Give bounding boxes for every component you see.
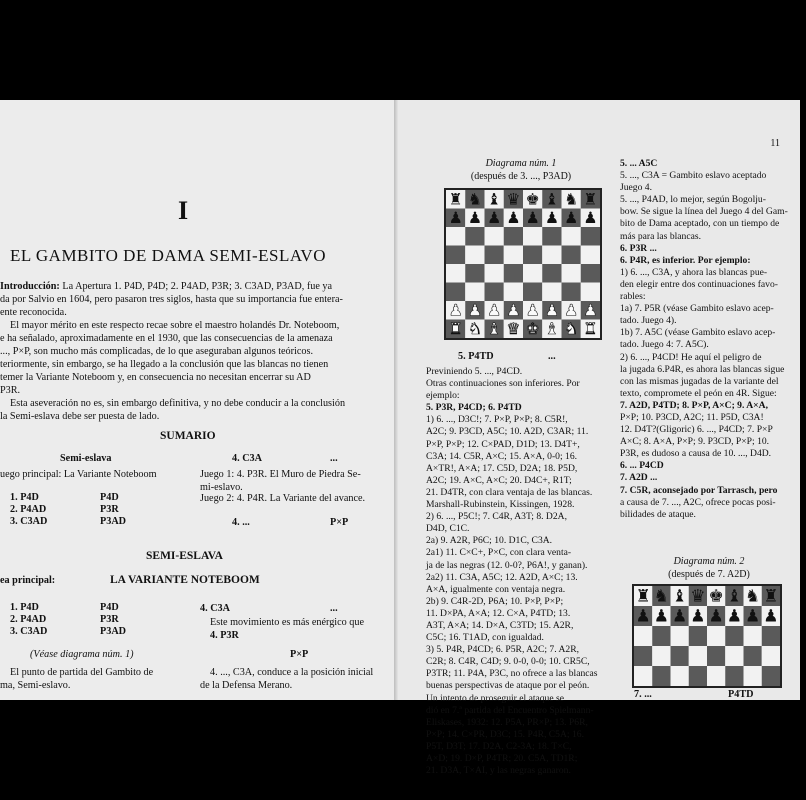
board-square — [542, 246, 561, 265]
board-square — [652, 666, 670, 686]
intro-line: temer la Variante Noteboom y, en consecuencia no necesitan encerrar su AD — [0, 372, 311, 383]
analysis-line: A×D; 19. D×P, P4TR; 20. C5A, TD1R; — [426, 753, 578, 764]
chess-piece-icon: ♝ — [544, 318, 559, 338]
chess-piece-icon: ♞ — [564, 189, 579, 209]
sumario-moves — [10, 492, 47, 528]
board-square — [446, 264, 465, 283]
board-square — [581, 264, 600, 283]
board-square — [652, 646, 670, 666]
chess-piece-icon: ♟ — [745, 606, 761, 627]
board-square — [465, 283, 484, 302]
left-page — [0, 100, 398, 700]
analysis-line: D4D, C1C. — [426, 523, 470, 535]
analysis-line: ejemplo: — [426, 390, 460, 402]
diagram-2-caption: Diagrama núm. 2 — [673, 556, 745, 567]
diagram-1-dots: ... — [548, 351, 556, 362]
analysis-line: 1b) 7. A5C (véase Gambito eslavo acep- — [620, 327, 776, 339]
analysis-line: la jugada 6.P4R, es ahora las blancas sigue — [620, 363, 785, 375]
right-page — [398, 100, 800, 777]
analysis-line: 21. D4TR, con clara ventaja de las blancas. — [426, 486, 593, 498]
board-square — [562, 227, 581, 246]
intro-paragraph — [0, 280, 345, 423]
board-square — [744, 626, 762, 646]
board-square — [707, 666, 725, 686]
analysis-line: 2a1) 11. C×C+, P×C, con clara venta- — [426, 547, 572, 559]
analysis-line: A×C; 8. A×A, P×P; 9. P3CD, P×P; 10. — [620, 436, 770, 448]
chess-piece-icon: ♟ — [448, 300, 463, 320]
chess-piece-icon: ♟ — [544, 300, 559, 320]
board-square — [465, 264, 484, 283]
move-number: 3. — [10, 516, 18, 527]
analysis-line: 1) 6. ..., D3C!; 7. P×P, P×P; 8. C5R!, — [426, 414, 568, 426]
board-square — [485, 283, 504, 302]
board-square — [652, 626, 670, 646]
vease-diagram: (Véase diagrama núm. 1) — [30, 649, 134, 660]
chess-piece-icon: ♚ — [708, 586, 724, 607]
analysis-line: dió en 7.ª partida del Encuentro Spielmann- — [426, 704, 594, 716]
chess-piece-icon: ♞ — [564, 318, 579, 338]
black-move: P3R — [100, 504, 119, 515]
analysis-line: P5T, D3T; 17. D2A, C2-3A; 18. T×C, — [426, 740, 572, 752]
analysis-line: 6. P3R ... — [620, 242, 657, 254]
analysis-line: 2) 6. ..., P5C!; 7. C4R, A3T; 8. D2A, — [426, 511, 567, 523]
board-square — [542, 227, 561, 246]
black-move: P3R — [100, 614, 119, 625]
analysis-line: C5C; 16. T1AD, con igualdad. — [426, 632, 544, 644]
analysis-line: bito de Dama aceptado, con un tiempo de — [620, 218, 780, 230]
analysis-line: P×P, P×P; 12. C×PAD, D1D; 13. D4T+, — [426, 438, 580, 450]
analysis-line: Previniendo 5. ..., P4CD. — [426, 366, 523, 377]
chapter-title: EL GAMBITO DE DAMA SEMI-ESLAVO — [10, 246, 326, 265]
chess-piece-icon: ♟ — [506, 207, 521, 227]
diagram-2-reply: P4TD — [728, 689, 754, 700]
chess-piece-icon: ♟ — [448, 207, 463, 227]
chess-board-diagram-1 — [444, 188, 602, 340]
juego-1-line: Juego 1: 4. P3R. El Muro de Piedra Se- — [200, 469, 361, 480]
sumario-move-4: 4. C3A — [232, 453, 262, 464]
chess-piece-icon: ♞ — [467, 189, 482, 209]
analysis-line: 6. P4R, es inferior. Por ejemplo: — [620, 254, 751, 266]
board-square — [504, 264, 523, 283]
analysis-line: Eliskases, 1932: 12. P5A, PR×P; 13. P6R, — [426, 716, 588, 728]
chess-piece-icon: ♞ — [653, 586, 669, 607]
intro-line: ..., P×P, son mucho más complicadas, de lo que aseguraban algunos teóricos. — [0, 346, 314, 357]
analysis-line: A×A, igualmente con ventaja negra. — [426, 583, 566, 595]
chess-piece-icon: ♜ — [448, 189, 463, 209]
board-square — [562, 246, 581, 265]
chess-piece-icon: ♜ — [583, 189, 598, 209]
black-move: P4D — [100, 602, 119, 613]
juego-1-line: mi-eslavo. — [200, 482, 243, 493]
board-square — [562, 264, 581, 283]
diagram-2-subcaption: (después de 7. A2D) — [668, 569, 750, 580]
board-square — [504, 246, 523, 265]
chess-piece-icon: ♞ — [745, 586, 761, 607]
move-number: 2. — [10, 504, 18, 515]
black-move: P3AD — [100, 516, 127, 527]
analysis-line: P×P; 14. C×PR, D3C; 15. P4R, C5A; 16. — [426, 728, 584, 740]
board-square — [671, 646, 689, 666]
intro-line: El mayor mérito en este respecto recae sobre el maestro holandés Dr. Noteboom, — [10, 320, 340, 331]
analysis-line: 2) 6. ..., P4CD! He aquí el peligro de — [620, 351, 762, 363]
intro-line: e ha señalado, aproximadamente en el 1930, que las consecuencias de la amenaza — [0, 333, 333, 344]
move-number: 1. — [10, 602, 18, 613]
analysis-line: más para las blancas. — [620, 230, 701, 242]
m4-c3a-line: de la Defensa Merano. — [200, 680, 293, 691]
punto-line: El punto de partida del Gambito de — [10, 667, 154, 678]
chess-piece-icon: ♟ — [763, 606, 779, 627]
sumario-heading: SUMARIO — [160, 430, 216, 442]
analysis-column-1 — [426, 366, 612, 777]
move-number: 3. — [10, 626, 18, 637]
sumario-m4: 4. ... — [232, 517, 250, 528]
board-square — [762, 626, 780, 646]
analysis-line: A2C; 9. P3CD, A5C; 10. A2D, C3AR; 11. — [426, 426, 589, 438]
board-square — [485, 246, 504, 265]
chess-piece-icon: ♝ — [726, 586, 742, 607]
analysis-line: 7. A2D, P4TD; 8. P×P, A×C; 9. A×A, — [620, 399, 768, 411]
variante-heading: LA VARIANTE NOTEBOOM — [110, 574, 260, 586]
board-square — [634, 646, 652, 666]
chess-piece-icon: ♜ — [583, 318, 598, 338]
chess-piece-icon: ♟ — [506, 300, 521, 320]
linea-label: ea principal: — [0, 575, 56, 586]
board-square — [581, 246, 600, 265]
main-white-moves — [10, 602, 47, 638]
board-square — [446, 227, 465, 246]
intro-line: La Apertura 1. P4D, P4D; 2. P4AD, P3R; 3. C3AD, P3AD, fue ya — [59, 281, 333, 292]
move-number: 2. — [10, 614, 18, 625]
analysis-line: Otras continuaciones son inferiores. Por — [426, 378, 580, 390]
juego-1 — [200, 468, 361, 494]
analysis-line: Un intento de proseguir el ataque se — [426, 692, 564, 704]
chess-piece-icon: ♟ — [635, 606, 651, 627]
chess-piece-icon: ♞ — [467, 318, 482, 338]
chess-piece-icon: ♟ — [487, 300, 502, 320]
intro-line: la Semi-eslava debe ser puesta de lado. — [0, 411, 160, 422]
analysis-line: A×TR!, A×A; 17. C5D, D2A; 18. P5D, — [426, 462, 578, 474]
m4-c3a-comment — [200, 666, 373, 692]
analysis-line: 7. C5R, aconsejado por Tarrasch, pero — [620, 484, 778, 496]
m4-px: P×P — [290, 649, 309, 660]
diagram-1-subcaption: (después de 3. ..., P3AD) — [470, 171, 572, 182]
chess-piece-icon: ♟ — [653, 606, 669, 627]
analysis-line: P×P; 10. P3CD, A2C; 11. P5D, C3A! — [620, 411, 764, 423]
board-square — [762, 666, 780, 686]
m4-head: 4. C3A — [200, 603, 230, 614]
juego-2: Juego 2: 4. P4R. La Variante del avance. — [200, 493, 366, 504]
board-square — [725, 646, 743, 666]
main-black-moves — [100, 602, 126, 638]
board-square — [504, 283, 523, 302]
analysis-line: rables: — [620, 291, 646, 303]
board-square — [725, 626, 743, 646]
analysis-line: buenas perspectivas de ataque por el peón. — [426, 680, 590, 692]
chess-piece-icon: ♚ — [525, 318, 540, 338]
white-move: P4D — [20, 602, 39, 613]
m4-comment — [210, 616, 364, 642]
analysis-line: 5. ..., C3A = Gambito eslavo aceptado — [620, 170, 767, 182]
board-square — [446, 283, 465, 302]
analysis-line: 2a) 9. A2R, P6C; 10. D1C, C3A. — [426, 535, 553, 547]
board-1-svg — [446, 190, 600, 338]
chess-piece-icon: ♜ — [448, 318, 463, 338]
board-square — [762, 646, 780, 666]
chess-piece-icon: ♟ — [583, 300, 598, 320]
analysis-line: Juego 4. — [620, 182, 652, 194]
analysis-line: 6. ... P4CD — [620, 460, 664, 472]
chess-piece-icon: ♟ — [583, 207, 598, 227]
chess-piece-icon: ♟ — [467, 300, 482, 320]
chess-piece-icon: ♝ — [487, 318, 502, 338]
white-move: P4AD — [20, 504, 47, 515]
analysis-line: 1) 6. ..., C3A, y ahora las blancas pue- — [620, 266, 768, 278]
board-square — [542, 283, 561, 302]
analysis-line: 5. ..., P4AD, lo mejor, según Bogolju- — [620, 194, 766, 206]
analysis-line: 2a2) 11. C3A, A5C; 12. A2D, A×C; 13. — [426, 571, 578, 583]
board-square — [689, 646, 707, 666]
board-square — [634, 626, 652, 646]
intro-line: ente reconocida. — [0, 307, 67, 318]
board-square — [689, 626, 707, 646]
sumario-move-4-dots: ... — [330, 453, 338, 464]
analysis-line: P3R, es dudoso a causa de 10. ..., D4D. — [620, 448, 772, 460]
chess-piece-icon: ♟ — [467, 207, 482, 227]
intro-label: Introducción: — [0, 281, 60, 292]
m4-c3a-line: 4. ..., C3A, conduce a la posición inicial — [210, 667, 374, 678]
sumario-m4-reply: P×P — [330, 517, 349, 528]
analysis-line: texto, compromete el peón en 4R. Sigue: — [620, 387, 777, 399]
analysis-line: P3TR; 11. P4A, P3C, no ofrece a las blancas — [426, 668, 598, 680]
analysis-line: 2b) 9. C4R-2D, P6A; 10. P×P, P×P; — [426, 595, 564, 607]
analysis-line: C3A; 14. C5R, A×C; 15. A×A, 0-0; 16. — [426, 450, 578, 462]
analysis-line: 5. ... A5C — [620, 158, 658, 169]
chess-piece-icon: ♟ — [544, 207, 559, 227]
punto-line: ma, Semi-eslavo. — [0, 680, 71, 691]
chess-piece-icon: ♟ — [564, 207, 579, 227]
intro-line: teriormente, sin embargo, se ha llegado a la conclusión que las blancas no tienen — [0, 359, 329, 370]
sumario-subheading: Semi-eslava — [60, 453, 112, 464]
board-square — [523, 264, 542, 283]
chess-piece-icon: ♛ — [690, 586, 706, 607]
analysis-line: 7. A2D ... — [620, 472, 658, 484]
m4-comment-line: 4. P3R — [210, 630, 239, 641]
board-square — [581, 283, 600, 302]
analysis-line: C2R; 8. C4R, C4D; 9. 0-0, 0-0; 10. CR5C, — [426, 656, 590, 668]
board-square — [523, 227, 542, 246]
board-square — [485, 264, 504, 283]
chess-piece-icon: ♚ — [525, 189, 540, 209]
analysis-line: con las mismas jugadas de la variante del — [620, 375, 779, 387]
analysis-line: 1a) 7. P5R (véase Gambito eslavo acep- — [620, 303, 774, 315]
chess-piece-icon: ♟ — [487, 207, 502, 227]
chess-piece-icon: ♝ — [544, 189, 559, 209]
chess-piece-icon: ♟ — [672, 606, 688, 627]
analysis-line: 5. P3R, P4CD; 6. P4TD — [426, 402, 522, 414]
m4-dots: ... — [330, 603, 338, 614]
intro-line: da por Salvio en 1604, pero pasaron tres siglos, hasta que su importancia fue entera- — [0, 294, 343, 305]
white-move: C3AD — [20, 626, 48, 637]
intro-line: P3R. — [0, 385, 21, 396]
board-square — [725, 666, 743, 686]
chess-piece-icon: ♟ — [564, 300, 579, 320]
chess-piece-icon: ♛ — [506, 189, 521, 209]
analysis-line: A2C; 19. A×C, A×C; 20. D4C+, R1T; — [426, 474, 572, 486]
analysis-line: 3) 5. P4R, P4CD; 6. P5R, A2C; 7. A2R, — [426, 644, 580, 656]
board-square — [634, 666, 652, 686]
analysis-column-2 — [620, 158, 806, 521]
board-square — [671, 626, 689, 646]
analysis-line: tado. Juego 4: 7. A5C). — [620, 339, 709, 351]
analysis-line: den elegir entre dos continuaciones favo- — [620, 278, 778, 290]
analysis-line: ja de las negras (12. 0-0?, P6A!, y ganan). — [426, 559, 588, 571]
chess-piece-icon: ♟ — [726, 606, 742, 627]
board-square — [465, 246, 484, 265]
diagram-2-move: 7. ... — [634, 689, 652, 700]
board-square — [581, 227, 600, 246]
page-number: 11 — [770, 138, 780, 149]
analysis-line: a causa de 7. ..., A2C, ofrece pocas posi- — [620, 496, 776, 508]
analysis-line: 21. D3A, T×AI, y las negras ganaron. — [426, 765, 571, 777]
punto-partida — [0, 666, 153, 692]
chess-piece-icon: ♟ — [690, 606, 706, 627]
analysis-line: 11. D×PA, A×A; 12. C×A, P4TD; 13. — [426, 607, 571, 619]
move-number: 1. — [10, 492, 18, 503]
board-square — [523, 246, 542, 265]
chess-piece-icon: ♝ — [487, 189, 502, 209]
board-square — [504, 227, 523, 246]
chess-piece-icon: ♜ — [635, 586, 651, 607]
chapter-number: I — [178, 196, 189, 225]
board-square — [446, 246, 465, 265]
white-move: C3AD — [20, 516, 48, 527]
white-move: P4AD — [20, 614, 47, 625]
chess-board-diagram-2 — [632, 584, 782, 688]
m4-comment-line: Este movimiento es más enérgico que — [210, 617, 365, 628]
board-square — [744, 666, 762, 686]
chess-piece-icon: ♝ — [672, 586, 688, 607]
intro-line: Esta aseveración no es, sin embargo definitiva, y no debe conducir a la conclusión — [10, 398, 346, 409]
white-move: P4D — [20, 492, 39, 503]
chess-piece-icon: ♟ — [525, 300, 540, 320]
board-square — [465, 227, 484, 246]
semi-eslava-heading: SEMI-ESLAVA — [146, 550, 223, 562]
board-square — [562, 283, 581, 302]
diagram-1-move: 5. P4TD — [458, 351, 494, 362]
board-square — [744, 646, 762, 666]
analysis-line: Marshall-Rubinstein, Kissingen, 1928. — [426, 499, 575, 511]
board-square — [542, 264, 561, 283]
analysis-line: A3T, A×A; 14. D×A, C3TD; 15. A2R, — [426, 619, 574, 631]
board-square — [707, 646, 725, 666]
chess-piece-icon: ♟ — [525, 207, 540, 227]
analysis-line: bow. Se sigue la línea del Juego 4 del Gam- — [620, 206, 788, 218]
analysis-line: tado. Juego 4). — [620, 315, 677, 327]
sumario-black-moves — [100, 492, 126, 528]
chess-piece-icon: ♜ — [763, 586, 779, 607]
sumario-main-game: uego principal: La Variante Noteboom — [0, 469, 157, 480]
board-square — [671, 666, 689, 686]
black-move: P4D — [100, 492, 119, 503]
analysis-line: 12. D4T?(Gligoric) 6. ..., P4CD; 7. P×P — [620, 424, 773, 436]
diagram-1-caption: Diagrama núm. 1 — [485, 158, 557, 169]
chess-piece-icon: ♟ — [708, 606, 724, 627]
chess-piece-icon: ♛ — [506, 318, 521, 338]
board-2-svg — [634, 586, 780, 686]
black-move: P3AD — [100, 626, 127, 637]
analysis-line: bilidades de ataque. — [620, 508, 696, 520]
board-square — [707, 626, 725, 646]
board-square — [689, 666, 707, 686]
board-square — [485, 227, 504, 246]
board-square — [523, 283, 542, 302]
